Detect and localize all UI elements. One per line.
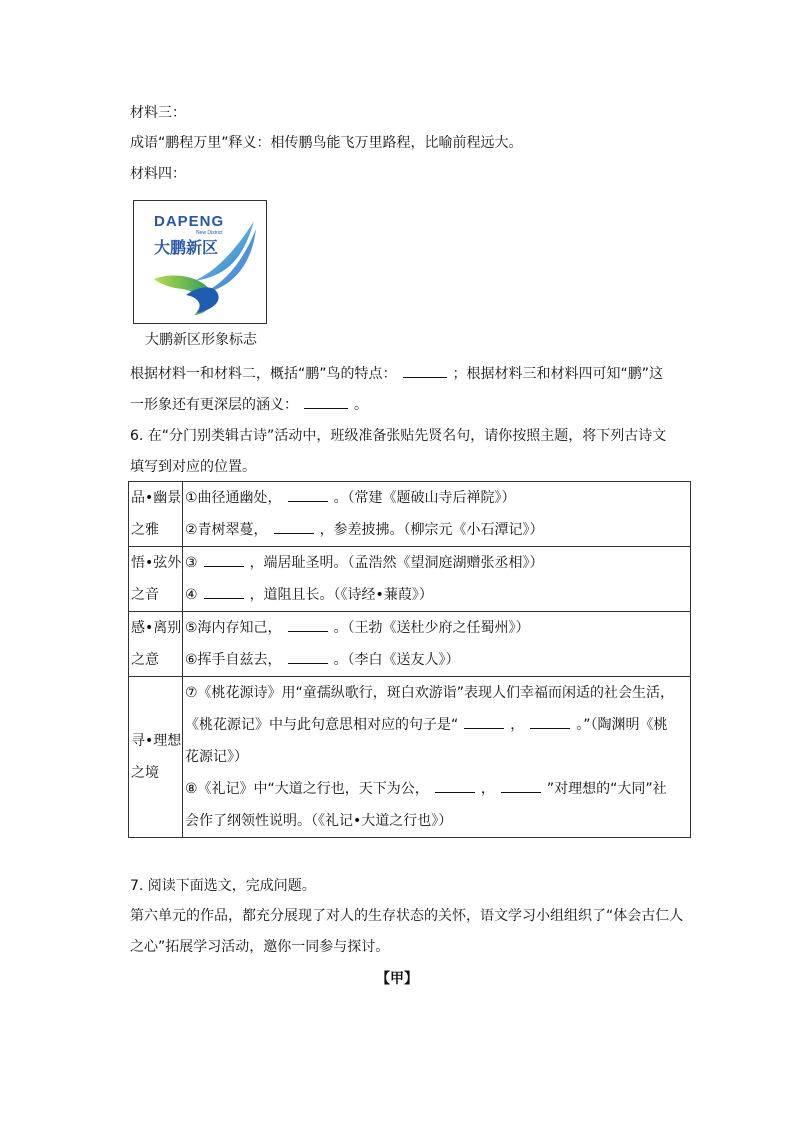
poem-category-table xyxy=(128,481,691,838)
answer-blank[interactable] xyxy=(274,519,314,534)
logo-caption: 大鹏新区形象标志 xyxy=(145,332,257,348)
q6-prompt-line2: 填写到对应的位置。 xyxy=(130,459,256,475)
logo-subtitle: New District xyxy=(196,230,223,236)
answer-blank[interactable] xyxy=(435,778,475,793)
dapeng-logo xyxy=(133,200,267,324)
table-row xyxy=(129,677,691,838)
poem-cell: ③ ，端居耻圣明。（孟浩然《望洞庭湖赠张丞相》） ④ ，道阻且长。（《诗经•蒹葭》） xyxy=(183,547,691,612)
logo-text-en: DAPENG xyxy=(154,213,225,230)
q6-prompt-line1: 6. 在“分门别类辑古诗”活动中，班级准备张贴先贤名句，请你按照主题，将下列古诗文 xyxy=(130,428,667,444)
q7-prompt: 7. 阅读下面选文，完成问题。 xyxy=(130,878,316,894)
answer-blank[interactable] xyxy=(304,394,348,409)
section-tag-jia: 【甲】 xyxy=(376,971,418,987)
poem-cell: ①曲径通幽处， 。（常建《题破山寺后禅院》） ②青树翠蔓， ，参差披拂。（柳宗元《小石潭记》） xyxy=(183,482,691,547)
answer-blank[interactable] xyxy=(464,714,504,729)
material3-text: 成语“鹏程万里”释义：相传鹏鸟能飞万里路程，比喻前程远大。 xyxy=(130,135,523,151)
category-cell: 品•幽景 之雅 xyxy=(129,482,183,547)
logo-text-cn: 大鹏新区 xyxy=(154,238,219,257)
answer-blank[interactable] xyxy=(501,778,541,793)
q5-line2: 一形象还有更深层的涵义： 。 xyxy=(130,394,368,415)
table-row xyxy=(129,547,691,612)
material4-heading: 材料四： xyxy=(130,166,186,182)
answer-blank[interactable] xyxy=(288,617,328,632)
bird-wing-icon xyxy=(134,201,266,323)
material3-heading: 材料三： xyxy=(130,105,186,121)
answer-blank[interactable] xyxy=(288,649,328,664)
answer-blank[interactable] xyxy=(204,584,244,599)
answer-blank[interactable] xyxy=(204,552,244,567)
table-row xyxy=(129,612,691,677)
category-cell: 寻•理想 之境 xyxy=(129,677,183,838)
q7-intro-line1: 第六单元的作品，都充分展现了对人的生存状态的关怀，语文学习小组组织了“体会古仁人 xyxy=(130,908,684,924)
poem-cell: ⑤海内存知己， 。（王勃《送杜少府之任蜀州》） ⑥挥手自兹去， 。（李白《送友人》） xyxy=(183,612,691,677)
category-cell: 悟•弦外 之音 xyxy=(129,547,183,612)
category-cell: 感•离别 之意 xyxy=(129,612,183,677)
q5-line1: 根据材料一和材料二，概括“鹏”鸟的特点： ；根据材料三和材料四可知“鹏”这 xyxy=(130,363,663,384)
table-row xyxy=(129,482,691,547)
answer-blank[interactable] xyxy=(288,487,328,502)
answer-blank[interactable] xyxy=(530,714,570,729)
poem-cell: ⑦《桃花源诗》用“童孺纵歌行，斑白欢游诣”表现人们幸福而闲适的社会生活， 《桃花源记》中与此句意思相对应的句子是“ ， 。”（陶渊明《桃 花源记》） ⑧《礼记》中“大道之行也，天下为公， ， ”对理想的“大同”社 会作了纲领性说明。（《礼记•大道之行也》） xyxy=(183,677,691,838)
q7-intro-line2: 之心”拓展学习活动，邀你一同参与探讨。 xyxy=(130,939,390,955)
answer-blank[interactable] xyxy=(403,363,447,378)
